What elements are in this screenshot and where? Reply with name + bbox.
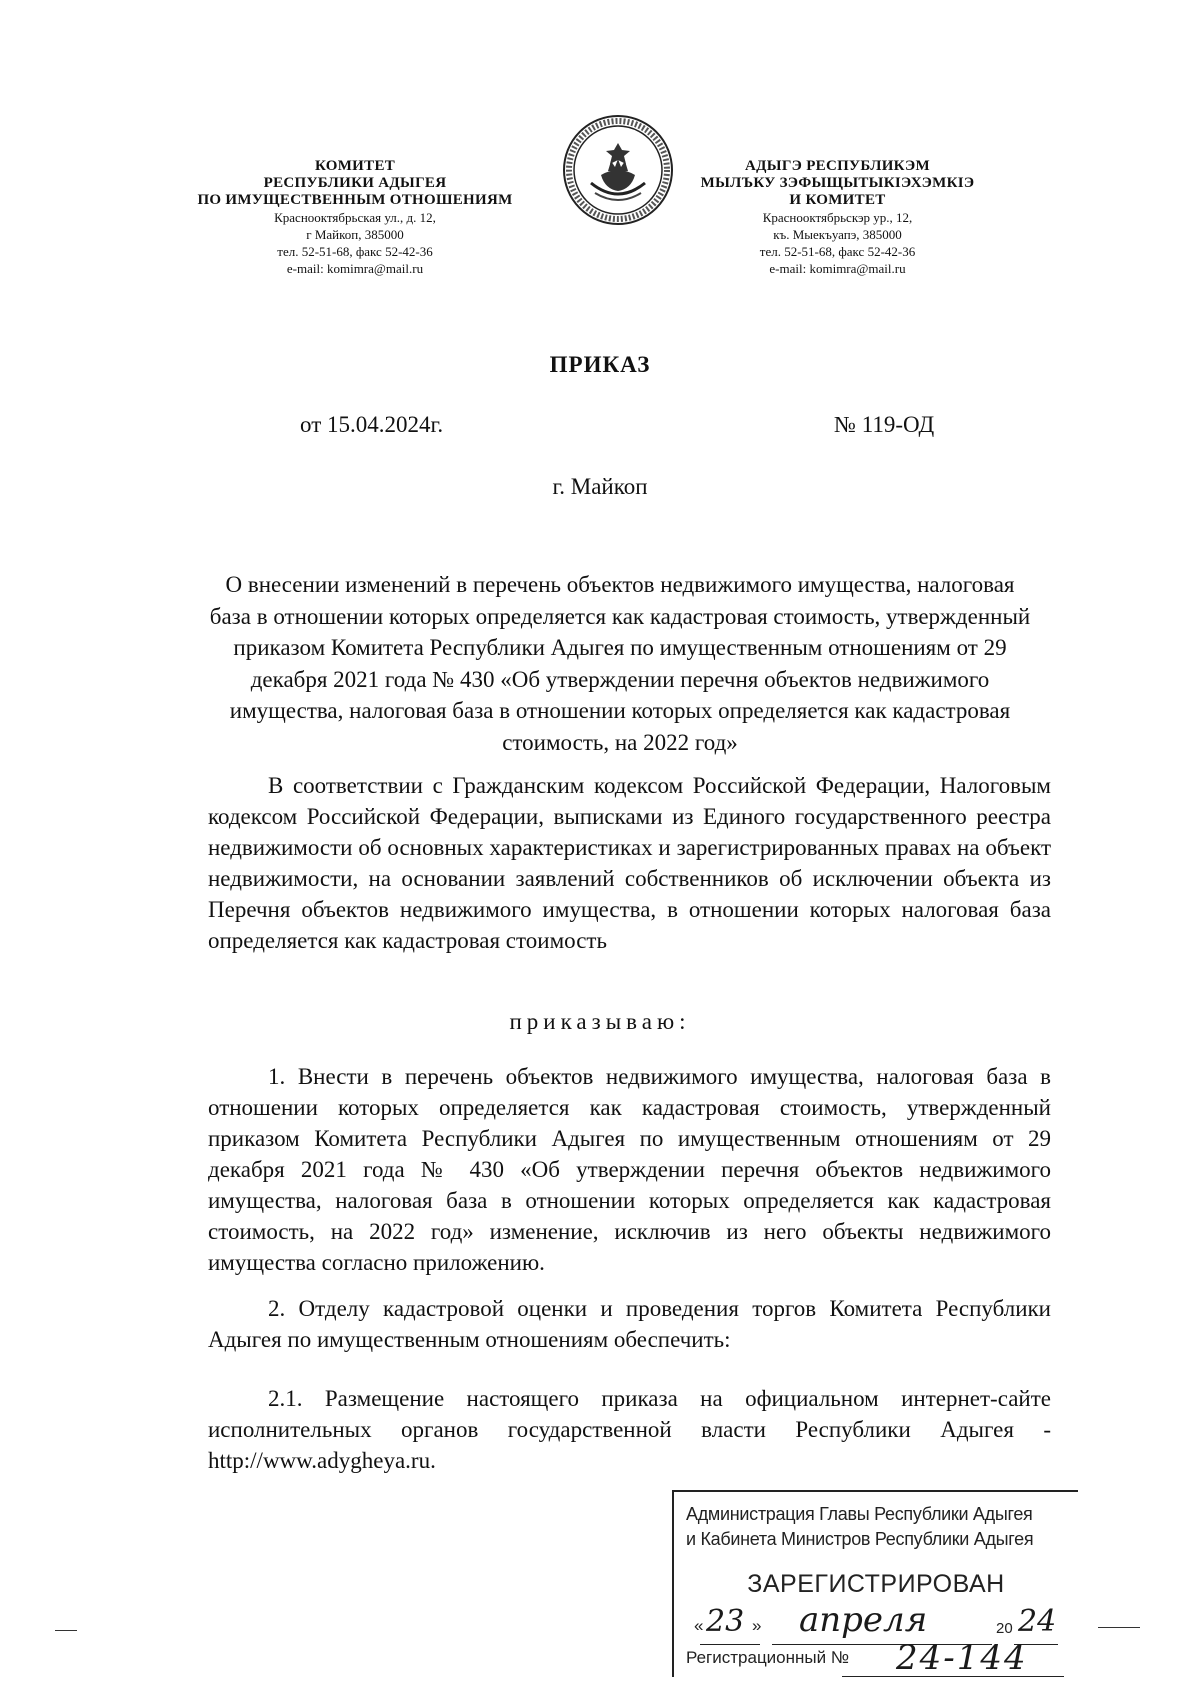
stamp-authority-line: и Кабинета Министров Республики Адыгея: [686, 1529, 1034, 1549]
org-name-line: РЕСПУБЛИКИ АДЫГЕЯ: [263, 175, 447, 191]
scan-edge-mark: [55, 1630, 77, 1631]
org-phone: тел. 52-51-68, факс 52-42-36: [759, 244, 916, 259]
stamp-underline: [842, 1676, 1064, 1677]
org-name-line: КОМИТЕТ: [314, 158, 396, 174]
stamp-status: ЗАРЕГИСТРИРОВАН: [747, 1570, 1005, 1598]
stamp-number-label: Регистрационный №: [686, 1648, 850, 1667]
header-right-block: [665, 158, 1010, 277]
decree-word: приказываю:: [509, 1009, 691, 1034]
registration-stamp: [672, 1490, 1078, 1677]
stamp-authority-line: Администрация Главы Республики Адыгея: [686, 1504, 1033, 1524]
stamp-handwritten-month: апреля: [799, 1600, 928, 1640]
org-address: Краснооктябрьская ул., д. 12,: [274, 210, 436, 225]
org-city: къ. Мыекъуапэ, 385000: [773, 227, 902, 242]
stamp-quote-open: «: [694, 1616, 704, 1635]
stamp-handwritten-number: 24-144: [896, 1638, 1028, 1678]
stamp-handwritten-day: 23: [706, 1604, 745, 1639]
stamp-year-prefix: 20: [996, 1620, 1013, 1637]
org-email: e-mail: komimra@mail.ru: [286, 261, 424, 276]
org-email: e-mail: komimra@mail.ru: [769, 261, 906, 276]
coat-of-arms-icon: [561, 113, 675, 227]
org-address: Краснооктябрьскэр ур., 12,: [762, 210, 913, 225]
item-2-paragraph: 2. Отделу кадастровой оценки и проведения торгов Комитета Республики Адыгея по имущественным отношениям обеспечить:: [208, 1296, 1051, 1352]
document-title: ПРИКАЗ: [549, 352, 651, 377]
document-city: г. Майкоп: [552, 474, 648, 499]
preamble-paragraph: В соответствии с Гражданским кодексом Российской Федерации, Налоговым кодексом Российской Федерации, выписками из Единого государственного реестра недвижимости об основных характеристиках и зарегистрированных правах на объект недвижимости, на основании заявлений собственников об исключении объекта из Перечня объектов недвижимого имущества, в отношении которых налоговая база определяется как кадастровая стоимость: [208, 773, 1051, 953]
org-name-line: МЫЛЪКУ ЗЭФЫЩЫТЫКIЭХЭМКIЭ: [700, 175, 975, 191]
org-name-line: АДЫГЭ РЕСПУБЛИКЭМ: [745, 158, 930, 174]
item-1-paragraph: 1. Внести в перечень объектов недвижимого имущества, налоговая база в отношении которых определяется как кадастровая стоимость, утвержденный приказом Комитета Республики Адыгея по имущественным отношениям от 29 декабря 2021 года № 430 «Об утверждении перечня объектов недвижимого имущества, налоговая база в отношении которых определяется как кадастровая стоимость, на 2022 год» изменение, исключив из него объекты недвижимого имущества согласно приложению.: [208, 1064, 1051, 1275]
org-name-line: И КОМИТЕТ: [789, 192, 886, 208]
document-date: от 15.04.2024г.: [300, 412, 444, 437]
document-number: № 119-ОД: [834, 412, 935, 437]
item-2-1-paragraph: 2.1. Размещение настоящего приказа на официальном интернет-сайте исполнительных органов государственной власти Республики Адыгея - http://www.adygheya.ru.: [208, 1386, 1051, 1473]
header-left-block: [185, 158, 525, 277]
scan-edge-mark: [1098, 1627, 1140, 1628]
document-subject: О внесении изменений в перечень объектов недвижимого имущества, налоговая база в отношении которых определяется как кадастровая стоимость, утвержденный приказом Комитета Республики Адыгея по имущественным отношениям от 29 декабря 2021 года № 430 «Об утверждении перечня объектов недвижимого имущества, налоговая база в отношении которых определяется как кадастровая стоимость, на 2022 год»: [209, 572, 1031, 755]
stamp-underline: [700, 1644, 760, 1645]
org-city: г Майкоп, 385000: [306, 227, 404, 242]
org-phone: тел. 52-51-68, факс 52-42-36: [277, 244, 433, 259]
stamp-quote-close: »: [752, 1616, 762, 1635]
org-name-line: ПО ИМУЩЕСТВЕННЫМ ОТНОШЕНИЯМ: [197, 192, 513, 208]
stamp-handwritten-year: 24: [1018, 1604, 1057, 1639]
